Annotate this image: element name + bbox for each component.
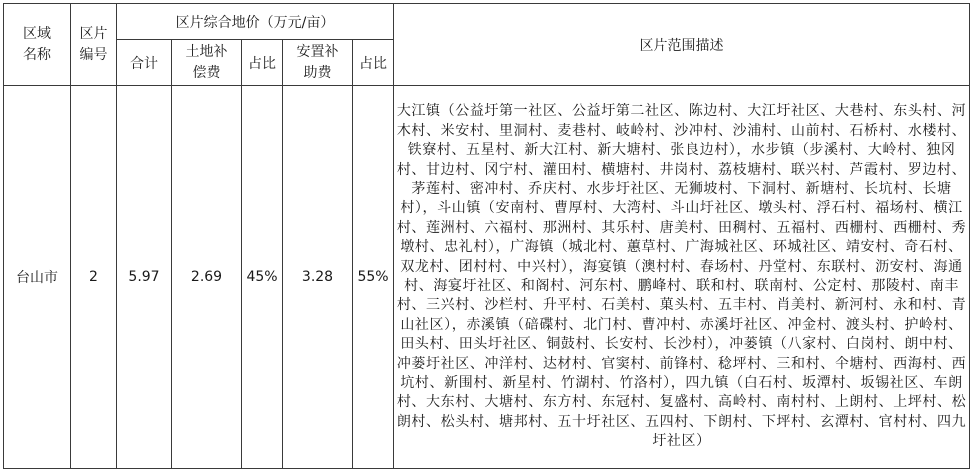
header-land-compensation xyxy=(172,40,242,86)
cell-resettlement-subsidy: 3.28 xyxy=(283,86,353,469)
header-area-description-label: 区片范围描述 xyxy=(639,37,724,54)
header-ratio-2 xyxy=(353,40,394,86)
header-area-code xyxy=(71,4,117,86)
header-area-description xyxy=(394,4,970,86)
header-composite-price-label: 区片综合地价（万元/亩） xyxy=(175,14,335,31)
header-resettlement-subsidy-label: 安置补助费 xyxy=(296,43,339,81)
header-total-label: 合计 xyxy=(130,55,158,72)
header-ratio-1-label: 占比 xyxy=(248,55,276,72)
cell-ratio-1: 45% xyxy=(242,86,283,469)
header-total xyxy=(117,40,172,86)
table-row xyxy=(4,86,970,469)
header-resettlement-subsidy xyxy=(283,40,353,86)
header-ratio-1 xyxy=(242,40,283,86)
header-region-name xyxy=(4,4,71,86)
cell-ratio-2: 55% xyxy=(353,86,394,469)
cell-total: 5.97 xyxy=(117,86,172,469)
header-region-name-label: 区域名称 xyxy=(23,25,51,63)
header-composite-price xyxy=(117,4,394,40)
land-price-table xyxy=(3,3,970,469)
header-land-compensation-label: 土地补偿费 xyxy=(185,43,228,81)
cell-land-compensation: 2.69 xyxy=(172,86,242,469)
cell-area-description: 大江镇（公益圩第一社区、公益圩第二社区、陈边村、大江圩社区、大巷村、东头村、河木村、米安村、里洞村、麦巷村、岐岭村、沙冲村、沙浦村、山前村、石桥村、水楼村、铁寮村、五星村、新大江村、新大塘村、张良边村），水步镇（步溪村、大岭村、独冈村、甘边村、冈宁村、灌田村、横塘村、井岗村、荔枝塘村、联兴村、芦霞村、罗边村、茅莲村、密冲村、乔庆村、水步圩社区、无狮坡村、下洞村、新塘村、长坑村、长塘村），斗山镇（安南村、曹厚村、大湾村、斗山圩社区、墩头村、浮石村、福场村、横江村、莲洲村、六福村、那洲村、其乐村、唐美村、田稠村、五福村、西栅村、西栅村、秀墩村、忠礼村），广海镇（城北村、蕙草村、广海城社区、环城社区、靖安村、奇石村、双龙村、团村村、中兴村），海宴镇（澳村村、春场村、丹堂村、东联村、沥安村、海通村、海宴圩社区、和阁村、河东村、鹏峰村、联和村、联南村、公定村、那陵村、南丰村、三兴村、沙栏村、升平村、石美村、菓头村、五丰村、肖美村、新河村、永和村、青山社区），赤溪镇（碚碟村、北门村、曹冲村、赤溪圩社区、冲金村、渡头村、护岭村、田头村、田头圩社区、铜鼓村、长安村、长沙村），冲蒌镇（八家村、白岗村、朗中村、冲蒌圩社区、冲洋村、达材村、官窦村、前锋村、稔坪村、三和村、仐塘村、西海村、西坑村、新围村、新星村、竹湖村、竹洛村），四九镇（白石村、坂潭村、坂锡社区、车朗村、大东村、大塘村、东方村、东冠村、复盛村、高岭村、南村村、上朗村、上坪村、松朗村、松头村、塘邦村、五十圩社区、五四村、下朗村、下坪村、玄潭村、官村村、四九圩社区） xyxy=(394,86,970,469)
cell-area-code: 2 xyxy=(71,86,117,469)
header-ratio-2-label: 占比 xyxy=(359,55,388,72)
cell-region-name: 台山市 xyxy=(4,86,71,469)
header-area-code-label: 区片编号 xyxy=(79,25,108,63)
